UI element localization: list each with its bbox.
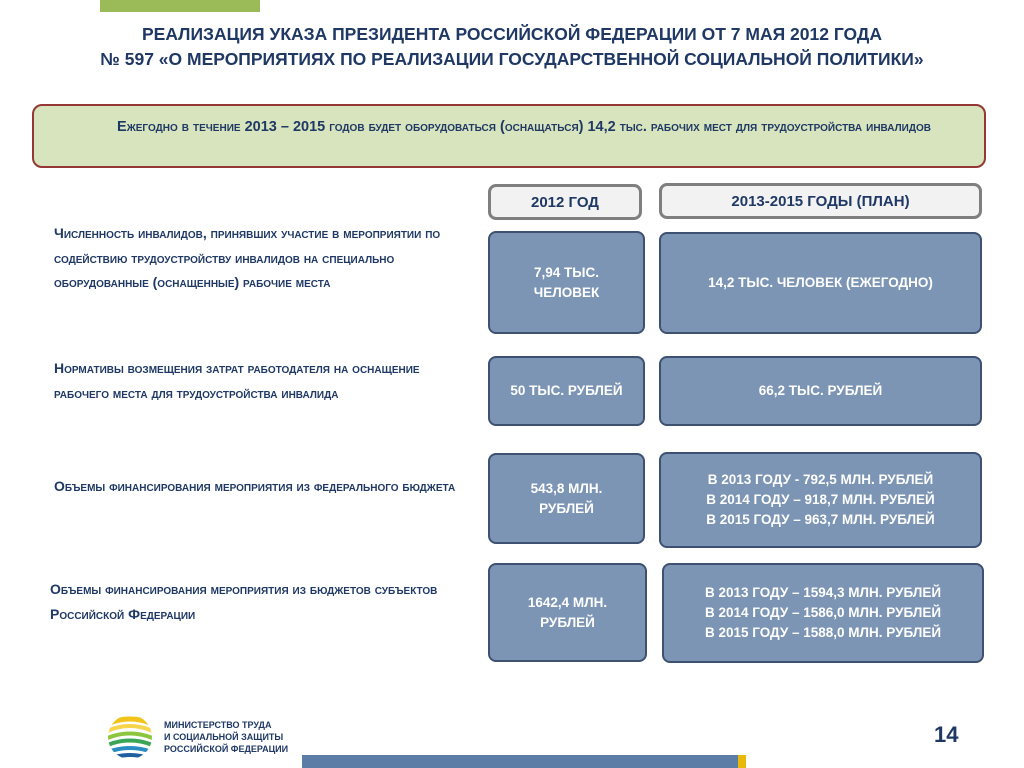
- summary-banner: [32, 104, 986, 168]
- cell-plan-cost-norms: 66,2 ТЫС. РУБЛЕЙ: [659, 356, 982, 426]
- cell-2012-federal-funding: 543,8 МЛН. РУБЛЕЙ: [488, 453, 645, 544]
- cell-2012-participants: 7,94 ТЫС. ЧЕЛОВЕК: [488, 231, 645, 334]
- cell-2012-cost-norms: 50 ТЫС. РУБЛЕЙ: [488, 356, 645, 426]
- cell-2012-regional-funding: 1642,4 МЛН. РУБЛЕЙ: [488, 563, 647, 662]
- ministry-name: МИНИСТЕРСТВО ТРУДА И СОЦИАЛЬНОЙ ЗАЩИТЫ РОССИЙСКОЙ ФЕДЕРАЦИИ: [164, 720, 289, 754]
- bottom-accent-bar: [302, 755, 738, 768]
- row-label-regional-funding: Объемы финансирования мероприятия из бюджетов субъектов Российской Федерации: [50, 581, 438, 622]
- page-number: 14: [934, 722, 959, 747]
- top-accent-bar: [100, 0, 260, 12]
- cell-plan-regional-funding: В 2013 ГОДУ – 1594,3 МЛН. РУБЛЕЙ В 2014 ГОДУ – 1586,0 МЛН. РУБЛЕЙ В 2015 ГОДУ – 1588,0 МЛН. РУБЛЕЙ: [662, 563, 984, 663]
- column-header-2012-label: 2012 ГОД: [531, 193, 599, 211]
- cell-plan-participants: 14,2 ТЫС. ЧЕЛОВЕК (ЕЖЕГОДНО): [659, 232, 982, 334]
- bottom-accent-mark: [738, 755, 746, 768]
- title-line-2: № 597 «О МЕРОПРИЯТИЯХ ПО РЕАЛИЗАЦИИ ГОСУДАРСТВЕННОЙ СОЦИАЛЬНОЙ ПОЛИТИКИ»: [100, 49, 924, 69]
- row-label-participants: Численность инвалидов, принявших участие в мероприятии по содействию трудоустройству инвалидов на специально оборудованные (оснащенные) рабочие места: [54, 225, 441, 290]
- column-header-plan-label: 2013-2015 ГОДЫ (ПЛАН): [731, 192, 910, 210]
- cell-plan-federal-funding: В 2013 ГОДУ - 792,5 МЛН. РУБЛЕЙ В 2014 ГОДУ – 918,7 МЛН. РУБЛЕЙ В 2015 ГОДУ – 963,7 МЛН. РУБЛЕЙ: [659, 452, 982, 548]
- row-label-federal-funding: Объемы финансирования мероприятия из федерального бюджета: [54, 478, 456, 494]
- column-header-plan: [659, 183, 982, 219]
- row-label-cost-norms: Нормативы возмещения затрат работодателя на оснащение рабочего места для трудоустройства инвалида: [54, 360, 420, 401]
- slide-title: [10, 22, 1014, 72]
- ministry-logo-icon: [105, 712, 155, 762]
- title-line-1: РЕАЛИЗАЦИЯ УКАЗА ПРЕЗИДЕНТА РОССИЙСКОЙ ФЕДЕРАЦИИ ОТ 7 МАЯ 2012 ГОДА: [141, 24, 883, 44]
- banner-text: Ежегодно в течение 2013 – 2015 годов будет оборудоваться (оснащаться) 14,2 тыс. рабочих мест для трудоустройства инвалидов: [117, 119, 931, 135]
- column-header-2012: [488, 184, 642, 220]
